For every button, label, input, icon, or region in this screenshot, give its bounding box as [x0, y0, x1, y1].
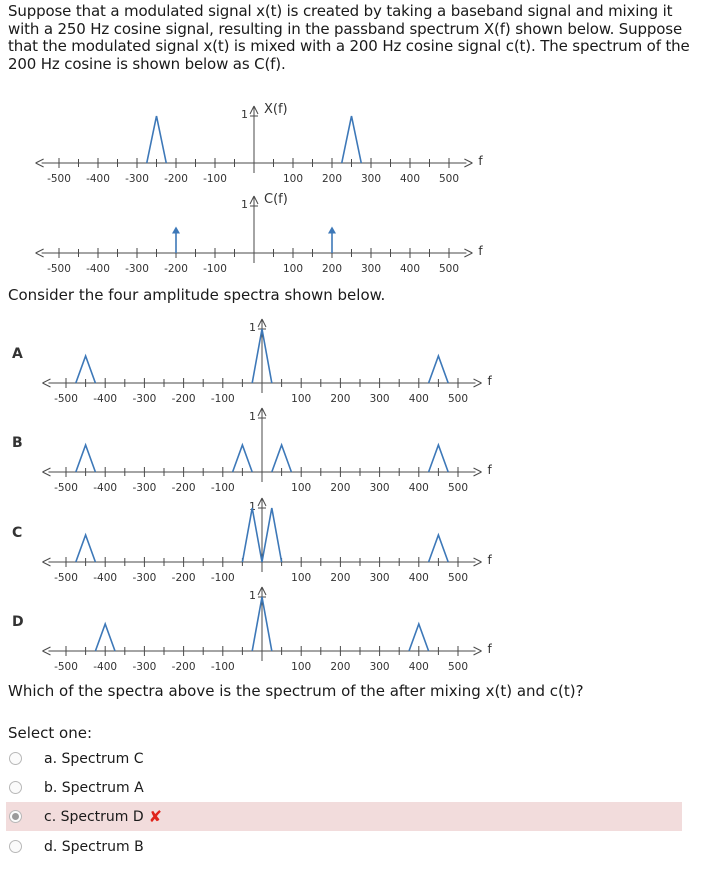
radio-button[interactable]: [9, 752, 22, 765]
impulse-arrow-icon: [172, 227, 180, 234]
spectrum-triangle: [342, 116, 362, 163]
tick-label: -400: [93, 661, 118, 673]
tick-label: 300: [369, 661, 390, 673]
tick-label: -100: [210, 661, 235, 673]
spectrum-triangle: [76, 356, 96, 383]
tick-label: 300: [369, 393, 390, 405]
tick-label: 100: [291, 572, 312, 584]
spectrum-triangle: [147, 116, 167, 163]
tick-label: -400: [93, 393, 118, 405]
tick-label: -300: [132, 661, 157, 673]
answer-label: a. Spectrum C: [44, 750, 144, 767]
spectrum-letter-label: B: [12, 435, 23, 451]
answer-option-b[interactable]: [6, 773, 682, 802]
f-axis-label: f: [478, 244, 483, 258]
spectrum-triangle: [429, 445, 449, 472]
tick-label: 300: [360, 263, 382, 275]
spectrum-letter-label: C: [12, 525, 23, 541]
tick-label: 300: [360, 173, 382, 185]
tick-label: 500: [447, 572, 469, 584]
f-axis-label: f: [487, 374, 492, 388]
spectrum-triangle: [272, 445, 292, 472]
spectrum-letter-label: A: [12, 346, 23, 362]
tick-label: 200: [330, 482, 351, 494]
tick-label: -300: [125, 173, 149, 185]
answer-label: b. Spectrum A: [44, 779, 144, 796]
spectrum-triangle: [429, 356, 449, 383]
tick-label: -400: [86, 263, 110, 275]
spectrum-triangle: [233, 445, 253, 472]
tick-label: -200: [164, 173, 188, 185]
tick-label: -300: [132, 482, 157, 494]
tick-label: -100: [203, 263, 227, 275]
tick-label: -400: [93, 572, 118, 584]
tick-label: -100: [203, 173, 227, 185]
tick-label: 500: [447, 393, 469, 405]
amplitude-label: 1: [249, 589, 256, 602]
plot-title: C(f): [264, 192, 288, 207]
consider-text: Consider the four amplitude spectra shown below.: [8, 286, 386, 304]
tick-label: -400: [86, 173, 110, 185]
answer-option-c[interactable]: [6, 802, 682, 831]
tick-label: 400: [408, 393, 429, 405]
amplitude-label: 1: [249, 410, 256, 423]
tick-label: -500: [47, 173, 71, 185]
plot-title: X(f): [264, 102, 288, 117]
tick-label: 400: [408, 661, 429, 673]
spectrum-triangle: [76, 535, 96, 562]
radio-button-selected[interactable]: [9, 810, 22, 823]
tick-label: -500: [54, 661, 78, 673]
tick-label: 500: [438, 173, 460, 185]
amplitude-label: 1: [249, 321, 256, 334]
tick-label: -100: [210, 572, 235, 584]
tick-label: 100: [282, 173, 304, 185]
tick-label: 500: [447, 661, 469, 673]
tick-label: -100: [210, 393, 235, 405]
tick-label: -200: [171, 572, 196, 584]
tick-label: 400: [399, 263, 421, 275]
tick-label: -100: [210, 482, 235, 494]
radio-button[interactable]: [9, 781, 22, 794]
tick-label: 200: [321, 263, 343, 275]
amplitude-label: 1: [249, 500, 256, 513]
tick-label: 200: [330, 572, 351, 584]
tick-label: 100: [291, 661, 312, 673]
tick-label: -300: [132, 393, 157, 405]
tick-label: -300: [132, 572, 157, 584]
answer-option-d[interactable]: [6, 832, 682, 861]
tick-label: 500: [447, 482, 469, 494]
f-axis-label: f: [478, 154, 483, 168]
tick-label: 200: [330, 393, 351, 405]
which-question: Which of the spectra above is the spectrum of the after mixing x(t) and c(t)?: [8, 682, 584, 700]
tick-label: 400: [408, 572, 429, 584]
f-axis-label: f: [487, 642, 492, 656]
spectrum-triangle: [429, 535, 449, 562]
answer-option-a[interactable]: [6, 744, 682, 773]
f-axis-label: f: [487, 463, 492, 477]
answer-label: d. Spectrum B: [44, 838, 144, 855]
answer-label: c. Spectrum D: [44, 808, 144, 825]
radio-button[interactable]: [9, 840, 22, 853]
spectrum-triangle: [76, 445, 96, 472]
tick-label: -200: [171, 393, 196, 405]
tick-label: -200: [171, 661, 196, 673]
spectrum-triangle: [242, 508, 262, 562]
spectrum-triangle: [262, 508, 282, 562]
tick-label: 400: [408, 482, 429, 494]
tick-label: 400: [399, 173, 421, 185]
tick-label: -300: [125, 263, 149, 275]
tick-label: 500: [438, 263, 460, 275]
tick-label: -200: [171, 482, 196, 494]
question-intro: Suppose that a modulated signal x(t) is created by taking a baseband signal and mixing it with a 250 Hz cosine signal, resulting in the passband spectrum X(f) shown below. Suppose that the modulated signal x(t) is mixed with a 200 Hz cosine signal c(t). The spectrum of the 200 Hz cosine is shown below as C(f).: [8, 2, 690, 73]
spectrum-letter-label: D: [12, 614, 24, 630]
tick-label: 100: [291, 482, 312, 494]
tick-label: -500: [54, 482, 78, 494]
tick-label: 300: [369, 482, 390, 494]
tick-label: -500: [54, 572, 78, 584]
amplitude-label: 1: [241, 198, 248, 211]
tick-label: -400: [93, 482, 118, 494]
impulse-arrow-icon: [328, 227, 336, 234]
incorrect-mark-icon: ✘: [148, 807, 163, 826]
tick-label: -200: [164, 263, 188, 275]
tick-label: 300: [369, 572, 390, 584]
f-axis-label: f: [487, 553, 492, 567]
tick-label: 100: [282, 263, 304, 275]
tick-label: -500: [47, 263, 71, 275]
tick-label: 200: [330, 661, 351, 673]
tick-label: -500: [54, 393, 78, 405]
amplitude-label: 1: [241, 108, 248, 121]
tick-label: 100: [291, 393, 312, 405]
tick-label: 200: [321, 173, 343, 185]
select-one-label: Select one:: [8, 724, 93, 742]
